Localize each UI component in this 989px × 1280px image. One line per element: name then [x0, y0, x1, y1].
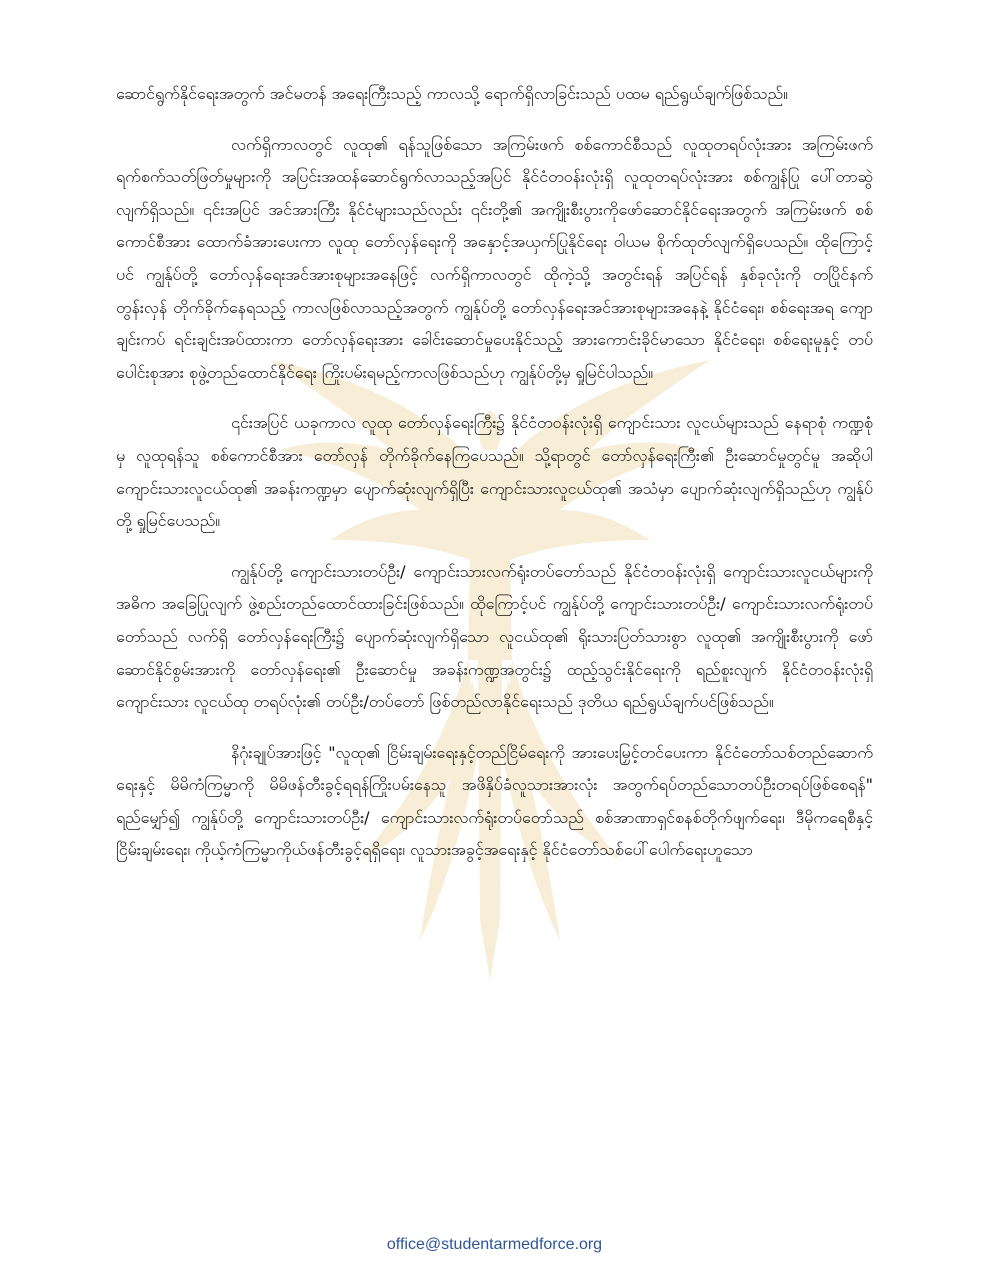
document-body [116, 78, 873, 885]
paragraph-4: ကျွန်ုပ်တို့ ကျောင်းသားတပ်ဦး/ ကျောင်းသားလက်ရုံးတပ်တော်သည် နိုင်ငံတဝန်းလုံးရှိ ကျောင်းသားလူငယ်များကို အဓိက အခြေပြုလျက် ဖွဲ့စည်းတည်ထောင်ထားခြင်းဖြစ်သည်။ ထိုကြောင့်ပင် ကျွန်ုပ်တို့ ကျောင်းသားတပ်ဦး/ ကျောင်းသားလက်ရုံးတပ်တော်သည် လက်ရှိ တော်လှန်ရေးကြီး၌ ပျောက်ဆုံးလျက်ရှိသော လူငယ်ထု၏ ရိုးသားပြတ်သားစွာ လူထု၏ အကျိုးစီးပွားကို ဖော်ဆောင်နိုင်စွမ်းအားကို တော်လှန်ရေး၏ ဦးဆောင်မှု အခန်းကဏ္ဍအတွင်း၌ ထည့်သွင်းနိုင်ရေးကို ရည်စူးလျက် နိုင်ငံတဝန်းလုံးရှိ ကျောင်းသား လူငယ်ထု တရပ်လုံး၏ တပ်ဦး/တပ်တော် ဖြစ်တည်လာနိုင်ရေးသည် ဒုတိယ ရည်ရွယ်ချက်ပင်ဖြစ်သည်။ [116, 561, 873, 712]
paragraph-1: ဆောင်ရွက်နိုင်ရေးအတွက် အင်မတန် အရေးကြီးသည့် ကာလသို့ ရောက်ရှိလာခြင်းသည် ပထမ ရည်ရွယ်ချက်ဖြစ်သည်။ [116, 84, 788, 103]
footer-email-link[interactable]: office@studentarmedforce.org [386, 1236, 603, 1253]
paragraph-5: နိဂုံးချုပ်အားဖြင့် "လူထု၏ ငြိမ်းချမ်းရေးနှင့်တည်ငြိမ်ရေးကို အားပေးမြှင့်တင်ပေးကာ နိုင်ငံတော်သစ်တည်ဆောက်ရေးနှင့် မိမိကံကြမ္မာကို မိမိဖန်တီးခွင့်ရရန်ကြိုးပမ်းနေသူ အဖိနှိပ်ခံလူသားအားလုံး အတွက်ရပ်တည်သောတပ်ဦးတရပ်ဖြစ်စေရန်" ရည်မျှော်၍ ကျွန်ုပ်တို့ ကျောင်းသားတပ်ဦး/ ကျောင်းသားလက်ရုံးတပ်တော်သည် စစ်အာဏာရှင်စနစ်တိုက်ဖျက်ရေး၊ ဒီမိုကရေစီနှင့် ငြိမ်းချမ်းရေး၊ ကိုယ့်ကံကြမ္မာကိုယ်ဖန်တီးခွင့်ရရှိရေး၊ လူသားအခွင့်အရေးနှင့် နိုင်ငံတော်သစ်ပေါ်ပေါက်ရေးဟူသော [116, 742, 873, 860]
paragraph-2: လက်ရှိကာလတွင် လူထု၏ ရန်သူဖြစ်သော အကြမ်းဖက် စစ်ကောင်စီသည် လူထုတရပ်လုံးအား အကြမ်းဖက် ရက်စက်သတ်ဖြတ်မှုများကို အပြင်းအထန်ဆောင်ရွက်လာသည့်အပြင် နိုင်ငံတဝန်းလုံးရှိ လူထုတရပ်လုံးအား စစ်ကျွန်ပြု ပေါ်တာဆွဲလျက်ရှိသည်။ ၎င်းအပြင် အင်အားကြီး နိုင်ငံများသည်လည်း ၎င်းတို့၏ အကျိုးစီးပွားကိုဖော်ဆောင်နိုင်ရေးအတွက် အကြမ်းဖက် စစ်ကောင်စီအား ထောက်ခံအားပေးကာ လူထု တော်လှန်ရေးကို အနှောင့်အယှက်ပြုနိုင်ရေး ဝါယမ စိုက်ထုတ်လျက်ရှိပေသည်။ ထိုကြောင့်ပင် ကျွန်ုပ်တို့ တော်လှန်ရေးအင်အားစုများအနေဖြင့် လက်ရှိကာလတွင် ထိုကဲ့သို့ အတွင်းရန် အပြင်ရန် နှစ်ခုလုံးကို တပြိုင်နက် တွန်းလှန် တိုက်ခိုက်နေရသည့် ကာလဖြစ်လာသည့်အတွက် ကျွန်ုပ်တို့ တော်လှန်ရေးအင်အားစုများအနေနဲ့ နိုင်ငံရေး၊ စစ်ရေးအရ ကျောချင်းကပ် ရင်းချင်းအပ်ထားကာ တော်လှန်ရေးအား ခေါင်းဆောင်မှုပေးနိုင်သည့် အားကောင်းခိုင်မာသော နိုင်ငံရေး၊ စစ်ရေးမူနှင့် တပ်ပေါင်းစုအား စုဖွဲ့တည်ထောင်နိုင်ရေး ကြိုးပမ်းရမည့်ကာလဖြစ်သည်ဟု ကျွန်ုပ်တို့မှ ရှုမြင်ပါသည်။ [116, 134, 873, 382]
paragraph-3: ၎င်းအပြင် ယခုကာလ လူထု တော်လှန်ရေးကြီး၌ နိုင်ငံတဝန်းလုံးရှိ ကျောင်းသား လူငယ်များသည် နေရာစုံ ကဏ္ဍစုံမှ လူထုရန်သူ စစ်ကောင်စီအား တော်လှန် တိုက်ခိုက်နေကြပေသည်။ သို့ရာတွင် တော်လှန်ရေးကြီး၏ ဦးဆောင်မှုတွင်မူ အဆိုပါ ကျောင်းသားလူငယ်ထု၏ အခန်းကဏ္ဍမှာ ပျောက်ဆုံးလျက်ရှိပြီး ကျောင်းသားလူငယ်ထု၏ အသံမှာ ပျောက်ဆုံးလျက်ရှိသည်ဟု ကျွန်ုပ်တို့ ရှုမြင်ပေသည်။ [116, 413, 873, 531]
